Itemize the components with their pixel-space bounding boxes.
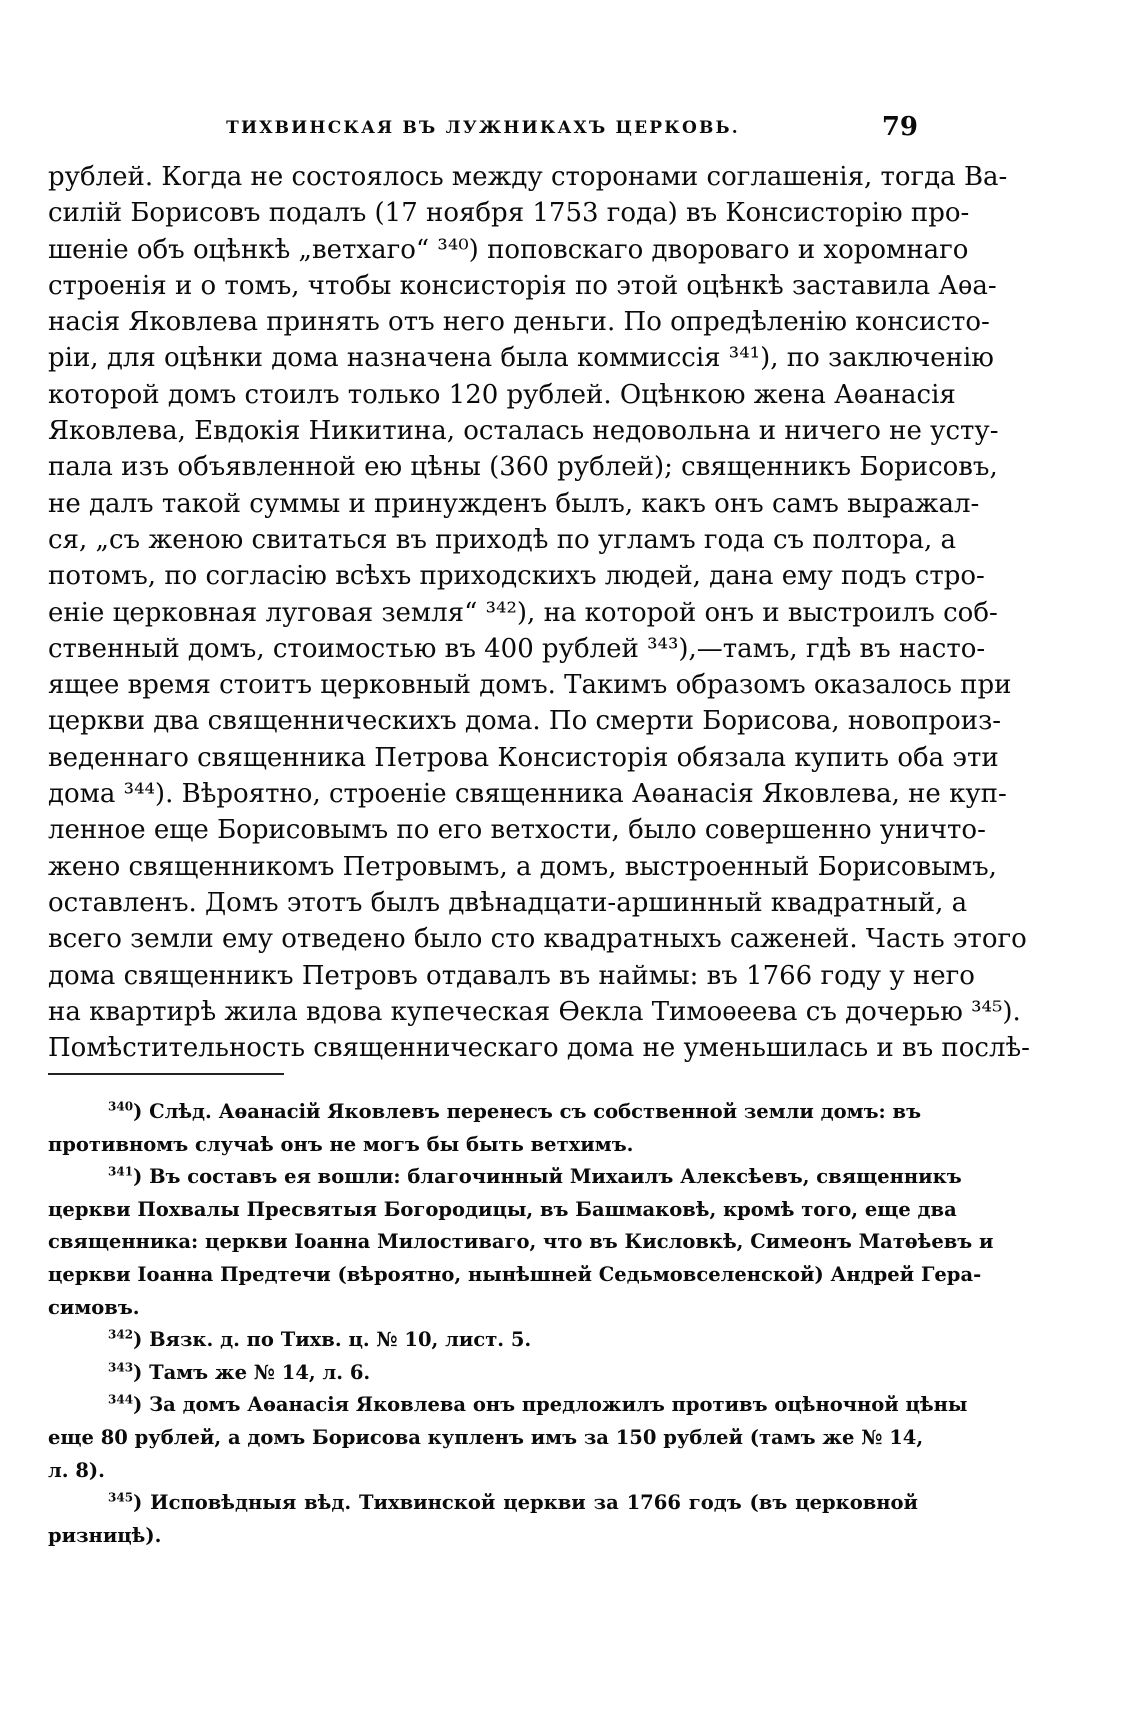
text-line: силій Борисовъ подалъ (17 ноября 1753 года) въ Консисторію про- [48, 198, 970, 229]
footnote-line: священника: церкви Іоанна Милостиваго, что въ Кисловкѣ, Симеонъ Матѳѣевъ и [48, 1230, 994, 1254]
footnote-341 [48, 1161, 962, 1194]
footnote-number: 342 [108, 1327, 134, 1342]
text-line: не далъ такой суммы и принужденъ былъ, какъ онъ самъ выражал- [48, 488, 980, 519]
text-line: веденнаго священника Петрова Консисторія обязала купить оба эти [48, 742, 999, 773]
text-line: оставленъ. Домъ этотъ былъ двѣнадцати-аршинный квадратный, а [48, 887, 968, 918]
text-line: дома священникъ Петровъ отдавалъ въ наймы: въ 1766 году у него [48, 960, 975, 991]
footnote-342 [48, 1324, 918, 1357]
text-line: ріи, для оцѣнки дома назначена была коммиссія ³⁴¹), по заключенію [48, 343, 994, 374]
text-line: ственный домъ, стоимостью въ 400 рублей ³⁴³),—тамъ, гдѣ въ насто- [48, 633, 986, 664]
text-line: рублей. Когда не состоялось между сторонами соглашенія, тогда Ва- [48, 162, 1008, 192]
footnote-number: 344 [108, 1392, 134, 1407]
footnote-text: ) Исповѣдныя вѣд. Тихвинской церкви за 1766 годъ (въ церковной [133, 1491, 918, 1515]
footnote-340 [48, 1096, 922, 1129]
text-line: на квартирѣ жила вдова купеческая Ѳекла Тимоѳеева съ дочерью ³⁴⁵). [48, 996, 1021, 1027]
footnote-345 [48, 1487, 918, 1520]
page-header [48, 112, 918, 152]
footnotes [48, 1096, 994, 1552]
text-line: Помѣстительность священническаго дома не уменьшилась и въ послѣ- [48, 1033, 1030, 1064]
text-line: которой домъ стоилъ только 120 рублей. Оцѣнкою жена Аѳанасія [48, 379, 956, 410]
text-line: строенія и о томъ, чтобы консисторія по этой оцѣнкѣ заставила Аѳа- [48, 270, 997, 301]
text-line: ся, „съ женою свитаться въ приходѣ по угламъ года съ полтора, а [48, 524, 957, 555]
footnote-number: 345 [108, 1490, 134, 1505]
text-line: всего земли ему отведено было сто квадратныхъ саженей. Часть этого [48, 924, 1027, 955]
footnote-divider [48, 1073, 284, 1075]
text-line: пала изъ объявленной ею цѣны (360 рублей); священникъ Борисовъ, [48, 452, 998, 483]
footnote-344 [48, 1389, 968, 1422]
footnote-text: ) Въ составъ ея вошли: благочинный Михаилъ Алексѣевъ, священникъ [133, 1165, 962, 1189]
running-title: ТИХВИНСКАЯ ВЪ ЛУЖНИКАХЪ ЦЕРКОВЬ. [226, 118, 740, 138]
footnote-text: ) За домъ Аѳанасія Яковлева онъ предложилъ противъ оцѣночной цѣны [133, 1393, 968, 1417]
text-line: ящее время стоитъ церковный домъ. Такимъ образомъ оказалось при [48, 670, 1012, 701]
text-line: потомъ, по согласію всѣхъ приходскихъ людей, дана ему подъ стро- [48, 561, 985, 592]
text-line: дома ³⁴⁴). Вѣроятно, строеніе священника Аѳанасія Яковлева, не куп- [48, 779, 1007, 810]
footnote-line: церкви Іоанна Предтечи (вѣроятно, нынѣшней Седьмовселенской) Андрей Гера- [48, 1262, 982, 1286]
main-text [48, 159, 1030, 1066]
text-line: ленное еще Борисовымъ по его ветхости, было совершенно уничто- [48, 815, 986, 846]
text-line: Яковлева, Евдокія Никитина, осталась недовольна и ничего не усту- [48, 416, 999, 447]
footnote-line: ризницѣ). [48, 1523, 162, 1547]
footnote-number: 343 [108, 1360, 134, 1375]
footnote-line: противномъ случаѣ онъ не могъ бы быть ветхимъ. [48, 1132, 634, 1156]
footnote-line: еще 80 рублей, а домъ Борисова купленъ имъ за 150 рублей (тамъ же № 14, [48, 1425, 924, 1449]
footnote-line: симовъ. [48, 1295, 140, 1319]
text-line: насія Яковлева принять отъ него деньги. По опредѣленію консисто- [48, 307, 990, 338]
footnote-text: ) Слѣд. Аѳанасій Яковлевъ перенесъ съ собственной земли домъ: въ [133, 1100, 922, 1123]
footnote-number: 341 [108, 1164, 134, 1179]
footnote-text: ) Вязк. д. по Тихв. ц. № 10, лист. 5. [133, 1328, 532, 1352]
footnote-text: ) Тамъ же № 14, л. 6. [133, 1360, 371, 1384]
footnote-line: л. 8). [48, 1458, 105, 1482]
footnote-number: 340 [108, 1099, 134, 1114]
text-line: церкви два священническихъ дома. По смерти Борисова, новопроиз- [48, 706, 1002, 737]
footnote-line: церкви Похвалы Пресвятыя Богородицы, въ Башмаковѣ, кромѣ того, еще два [48, 1197, 957, 1221]
text-line: шеніе объ оцѣнкѣ „ветхаго“ ³⁴⁰) поповскаго двороваго и хоромнаго [48, 234, 969, 265]
text-line: еніе церковная луговая земля“ ³⁴²), на которой онъ и выстроилъ соб- [48, 597, 998, 628]
page-number: 79 [881, 112, 918, 142]
footnote-343 [48, 1357, 918, 1390]
text-line: жено священникомъ Петровымъ, а домъ, выстроенный Борисовымъ, [48, 851, 997, 882]
